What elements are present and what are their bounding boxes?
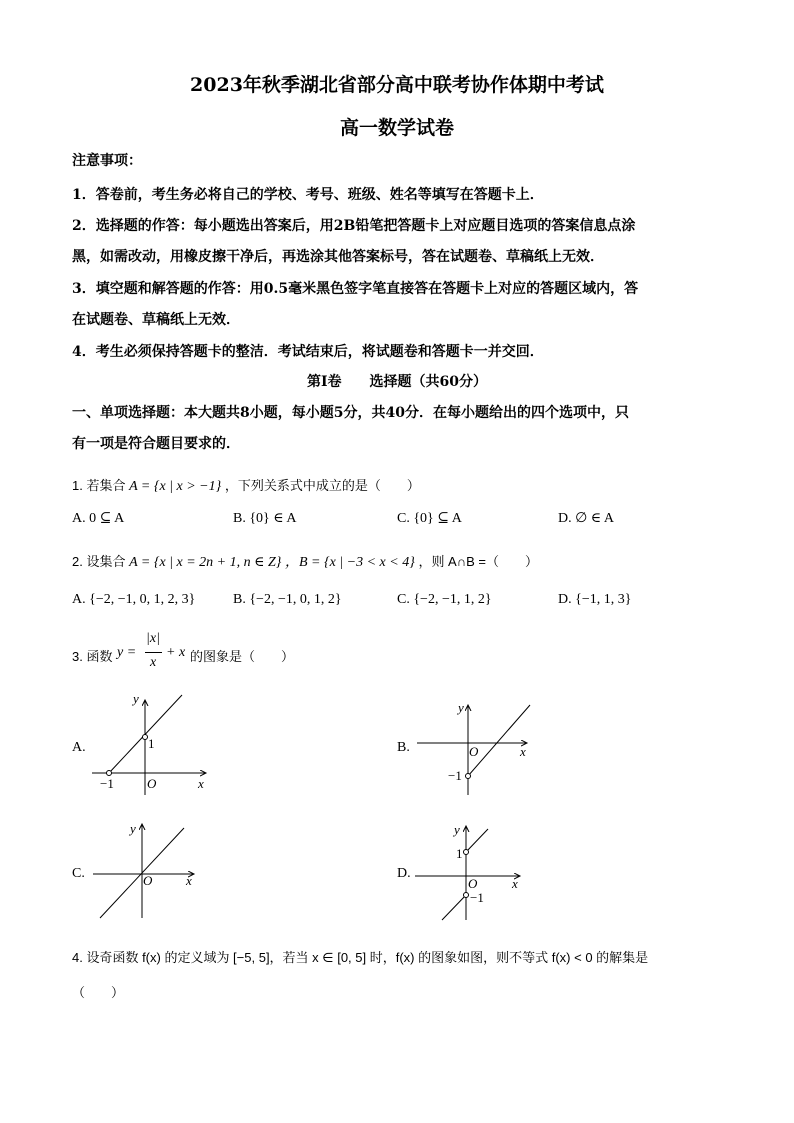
q2-stem bbox=[72, 551, 538, 571]
q3-pre: 3. 函数 bbox=[72, 649, 113, 664]
q3-graph-a bbox=[90, 690, 215, 800]
q3-fraction-num: |x| bbox=[146, 631, 160, 646]
x-label: x bbox=[520, 744, 526, 759]
y-label: y bbox=[458, 700, 464, 715]
y-label: y bbox=[454, 822, 460, 837]
graph-line-upper bbox=[466, 829, 488, 852]
q3-post: 的图象是（ ） bbox=[190, 649, 295, 664]
origin-label: O bbox=[143, 873, 153, 888]
q1-stem bbox=[72, 475, 420, 495]
tick-neg-1: −1 bbox=[470, 890, 484, 905]
q3-graph-d bbox=[412, 818, 527, 923]
q1-post: ，下列关系式中成立的是（ ） bbox=[224, 478, 420, 493]
q3-fraction-bar bbox=[145, 652, 162, 653]
q3-fraction-den: x bbox=[150, 655, 157, 670]
q1-option-c: C. {0} ⊆ A bbox=[397, 511, 462, 526]
notice-line-4: 3．填空题和解答题的作答：用0.5毫米黑色签字笔直接答在答题卡上对应的答题区域内，答 bbox=[72, 281, 639, 297]
notice-line-5: 在试题卷、草稿纸上无效． bbox=[72, 312, 240, 328]
notice-heading: 注意事项： bbox=[72, 153, 142, 169]
x-label: x bbox=[198, 776, 204, 791]
y-label: y bbox=[133, 691, 139, 706]
q2-set-a: A = {x | x = 2n + 1, n ∈ Z} bbox=[129, 555, 282, 570]
notice-line-1: 1．答卷前，考生务必将自己的学校、考号、班级、姓名等填写在答题卡上． bbox=[72, 187, 544, 203]
notice-line-2: 2．选择题的作答：每小题选出答案后，用2B铅笔把答题卡上对应题目选项的答案信息点涂 bbox=[72, 218, 636, 234]
q2-option-d: D. {−1, 1, 3} bbox=[558, 592, 632, 607]
open-point bbox=[143, 735, 148, 740]
origin-label: O bbox=[468, 876, 478, 891]
tick-neg-1: −1 bbox=[100, 776, 114, 791]
q3-option-d-label: D. bbox=[397, 866, 411, 881]
q1-set: A = {x | x > −1} bbox=[129, 479, 222, 494]
origin-label: O bbox=[469, 744, 479, 759]
q3-option-c-label: C. bbox=[72, 866, 85, 881]
q3-option-a-label: A. bbox=[72, 740, 86, 755]
section-desc-1: 一、单项选择题：本大题共8小题，每小题5分，共40分．在每小题给出的四个选项中，只 bbox=[72, 405, 629, 421]
tick-1: 1 bbox=[456, 846, 463, 861]
q3-y: y = bbox=[117, 645, 137, 660]
open-point bbox=[464, 893, 469, 898]
x-label: x bbox=[512, 876, 518, 891]
q4-line-2: （ ） bbox=[72, 985, 125, 1000]
q2-option-c: C. {−2, −1, 1, 2} bbox=[397, 592, 492, 607]
open-point bbox=[107, 771, 112, 776]
q1-option-a: A. 0 ⊆ A bbox=[72, 511, 125, 526]
q2-post: ，则 A∩B =（ ） bbox=[418, 554, 538, 569]
notice-line-3: 黑，如需改动，用橡皮擦干净后，再选涂其他答案标号，答在试题卷、草稿纸上无效． bbox=[72, 249, 604, 265]
exam-subtitle: 高一数学试卷 bbox=[339, 117, 454, 139]
q1-pre: 1. 若集合 bbox=[72, 478, 126, 493]
x-label: x bbox=[186, 873, 192, 888]
notice-line-6: 4．考生必须保持答题卡的整洁．考试结束后，将试题卷和答题卡一并交回． bbox=[72, 344, 544, 360]
section-desc-2: 有一项是符合题目要求的． bbox=[72, 436, 240, 452]
q2-option-b: B. {−2, −1, 0, 1, 2} bbox=[233, 592, 342, 607]
graph-line-lower bbox=[442, 895, 466, 920]
y-label: y bbox=[130, 821, 136, 836]
graph-line bbox=[468, 705, 530, 776]
open-point bbox=[466, 774, 471, 779]
exam-title: 2023年秋季湖北省部分高中联考协作体期中考试 bbox=[190, 74, 604, 96]
tick-1: 1 bbox=[148, 736, 155, 751]
q2-set-b: ，B = {x | −3 < x < 4} bbox=[284, 555, 415, 570]
q2-option-a: A. {−2, −1, 0, 1, 2, 3} bbox=[72, 592, 196, 607]
q3-graph-c bbox=[90, 818, 200, 923]
origin-label: O bbox=[147, 776, 157, 791]
q3-plus-x: + x bbox=[166, 645, 186, 660]
tick-neg-1: −1 bbox=[448, 768, 462, 783]
q1-option-d: D. ∅ ∈ A bbox=[558, 511, 615, 526]
q1-option-b: B. {0} ∈ A bbox=[233, 511, 297, 526]
section-title: 第Ⅰ卷 选择题（共60分） bbox=[306, 374, 488, 390]
q3-graph-b bbox=[412, 700, 537, 800]
q3-option-b-label: B. bbox=[397, 740, 410, 755]
q2-pre: 2. 设集合 bbox=[72, 554, 126, 569]
open-point bbox=[464, 850, 469, 855]
q4-line-1: 4. 设奇函数 f(x) 的定义域为 [−5, 5]，若当 x ∈ [0, 5] 时，f(x) 的图象如图，则不等式 f(x) < 0 的解集是 bbox=[72, 950, 649, 965]
